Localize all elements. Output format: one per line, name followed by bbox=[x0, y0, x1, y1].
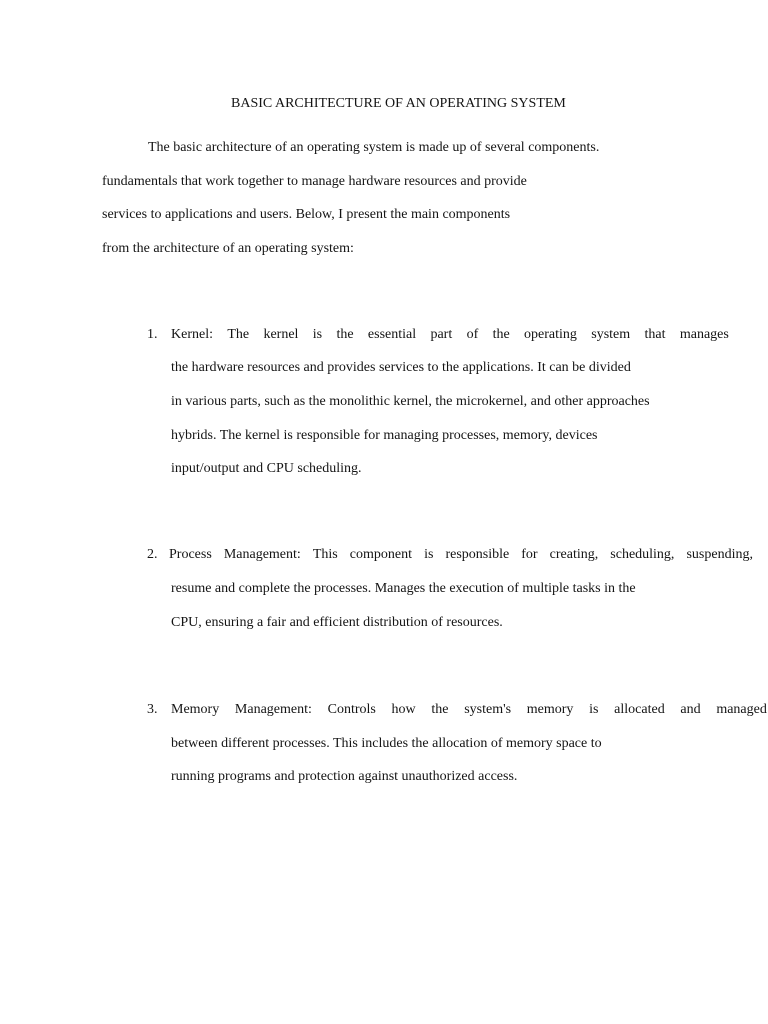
word: Management: bbox=[223, 547, 301, 562]
intro-line-4: from the architecture of an operating system: bbox=[102, 241, 354, 256]
word: the bbox=[492, 327, 510, 342]
word: the bbox=[336, 327, 354, 342]
word: essential bbox=[367, 327, 417, 342]
list-item-first-line bbox=[171, 327, 729, 343]
page-title: BASIC ARCHITECTURE OF AN OPERATING SYSTEM bbox=[231, 96, 566, 111]
word: is bbox=[424, 547, 434, 562]
word: responsible bbox=[445, 547, 510, 562]
list-item-first-line bbox=[169, 547, 753, 563]
word: component bbox=[349, 547, 413, 562]
word: kernel bbox=[263, 327, 299, 342]
word: Process bbox=[169, 547, 212, 562]
word: allocated bbox=[614, 702, 665, 717]
list-item-line: between different processes. This includes the allocation of memory space to bbox=[171, 736, 602, 751]
word: is bbox=[312, 327, 323, 342]
list-item-line: input/output and CPU scheduling. bbox=[171, 461, 362, 476]
list-item-line: hybrids. The kernel is responsible for managing processes, memory, devices bbox=[171, 428, 598, 443]
word: is bbox=[589, 702, 599, 717]
word: of bbox=[466, 327, 479, 342]
word: manages bbox=[679, 327, 729, 342]
word: Memory bbox=[171, 702, 220, 717]
list-item-line: running programs and protection against unauthorized access. bbox=[171, 769, 518, 784]
word: that bbox=[644, 327, 666, 342]
word: for bbox=[521, 547, 538, 562]
intro-line-1: The basic architecture of an operating system is made up of several components. bbox=[148, 140, 600, 155]
word: system bbox=[591, 327, 631, 342]
word: scheduling, bbox=[610, 547, 675, 562]
list-item-first-line bbox=[171, 702, 767, 718]
word: managed bbox=[716, 702, 767, 717]
list-number: 1. bbox=[147, 327, 158, 342]
list-item-line: in various parts, such as the monolithic kernel, the microkernel, and other approaches bbox=[171, 394, 650, 409]
list-item-line: the hardware resources and provides services to the applications. It can be divided bbox=[171, 360, 631, 375]
word: This bbox=[312, 547, 338, 562]
word: Controls bbox=[327, 702, 376, 717]
word: part bbox=[430, 327, 453, 342]
word: operating bbox=[524, 327, 577, 342]
word: The bbox=[227, 327, 250, 342]
list-number: 2. bbox=[147, 547, 158, 562]
word: Kernel: bbox=[171, 327, 213, 342]
list-item-line: resume and complete the processes. Manages the execution of multiple tasks in the bbox=[171, 581, 636, 596]
word: creating, bbox=[549, 547, 599, 562]
word: how bbox=[391, 702, 416, 717]
word: system's bbox=[464, 702, 512, 717]
list-item-line: CPU, ensuring a fair and efficient distribution of resources. bbox=[171, 615, 503, 630]
word: and bbox=[680, 702, 701, 717]
word: Management: bbox=[234, 702, 312, 717]
intro-line-2: fundamentals that work together to manage hardware resources and provide bbox=[102, 174, 527, 189]
intro-line-3: services to applications and users. Below, I present the main components bbox=[102, 207, 511, 222]
word: suspending, bbox=[686, 547, 753, 562]
word: the bbox=[431, 702, 449, 717]
word: memory bbox=[526, 702, 574, 717]
list-number: 3. bbox=[147, 702, 158, 717]
